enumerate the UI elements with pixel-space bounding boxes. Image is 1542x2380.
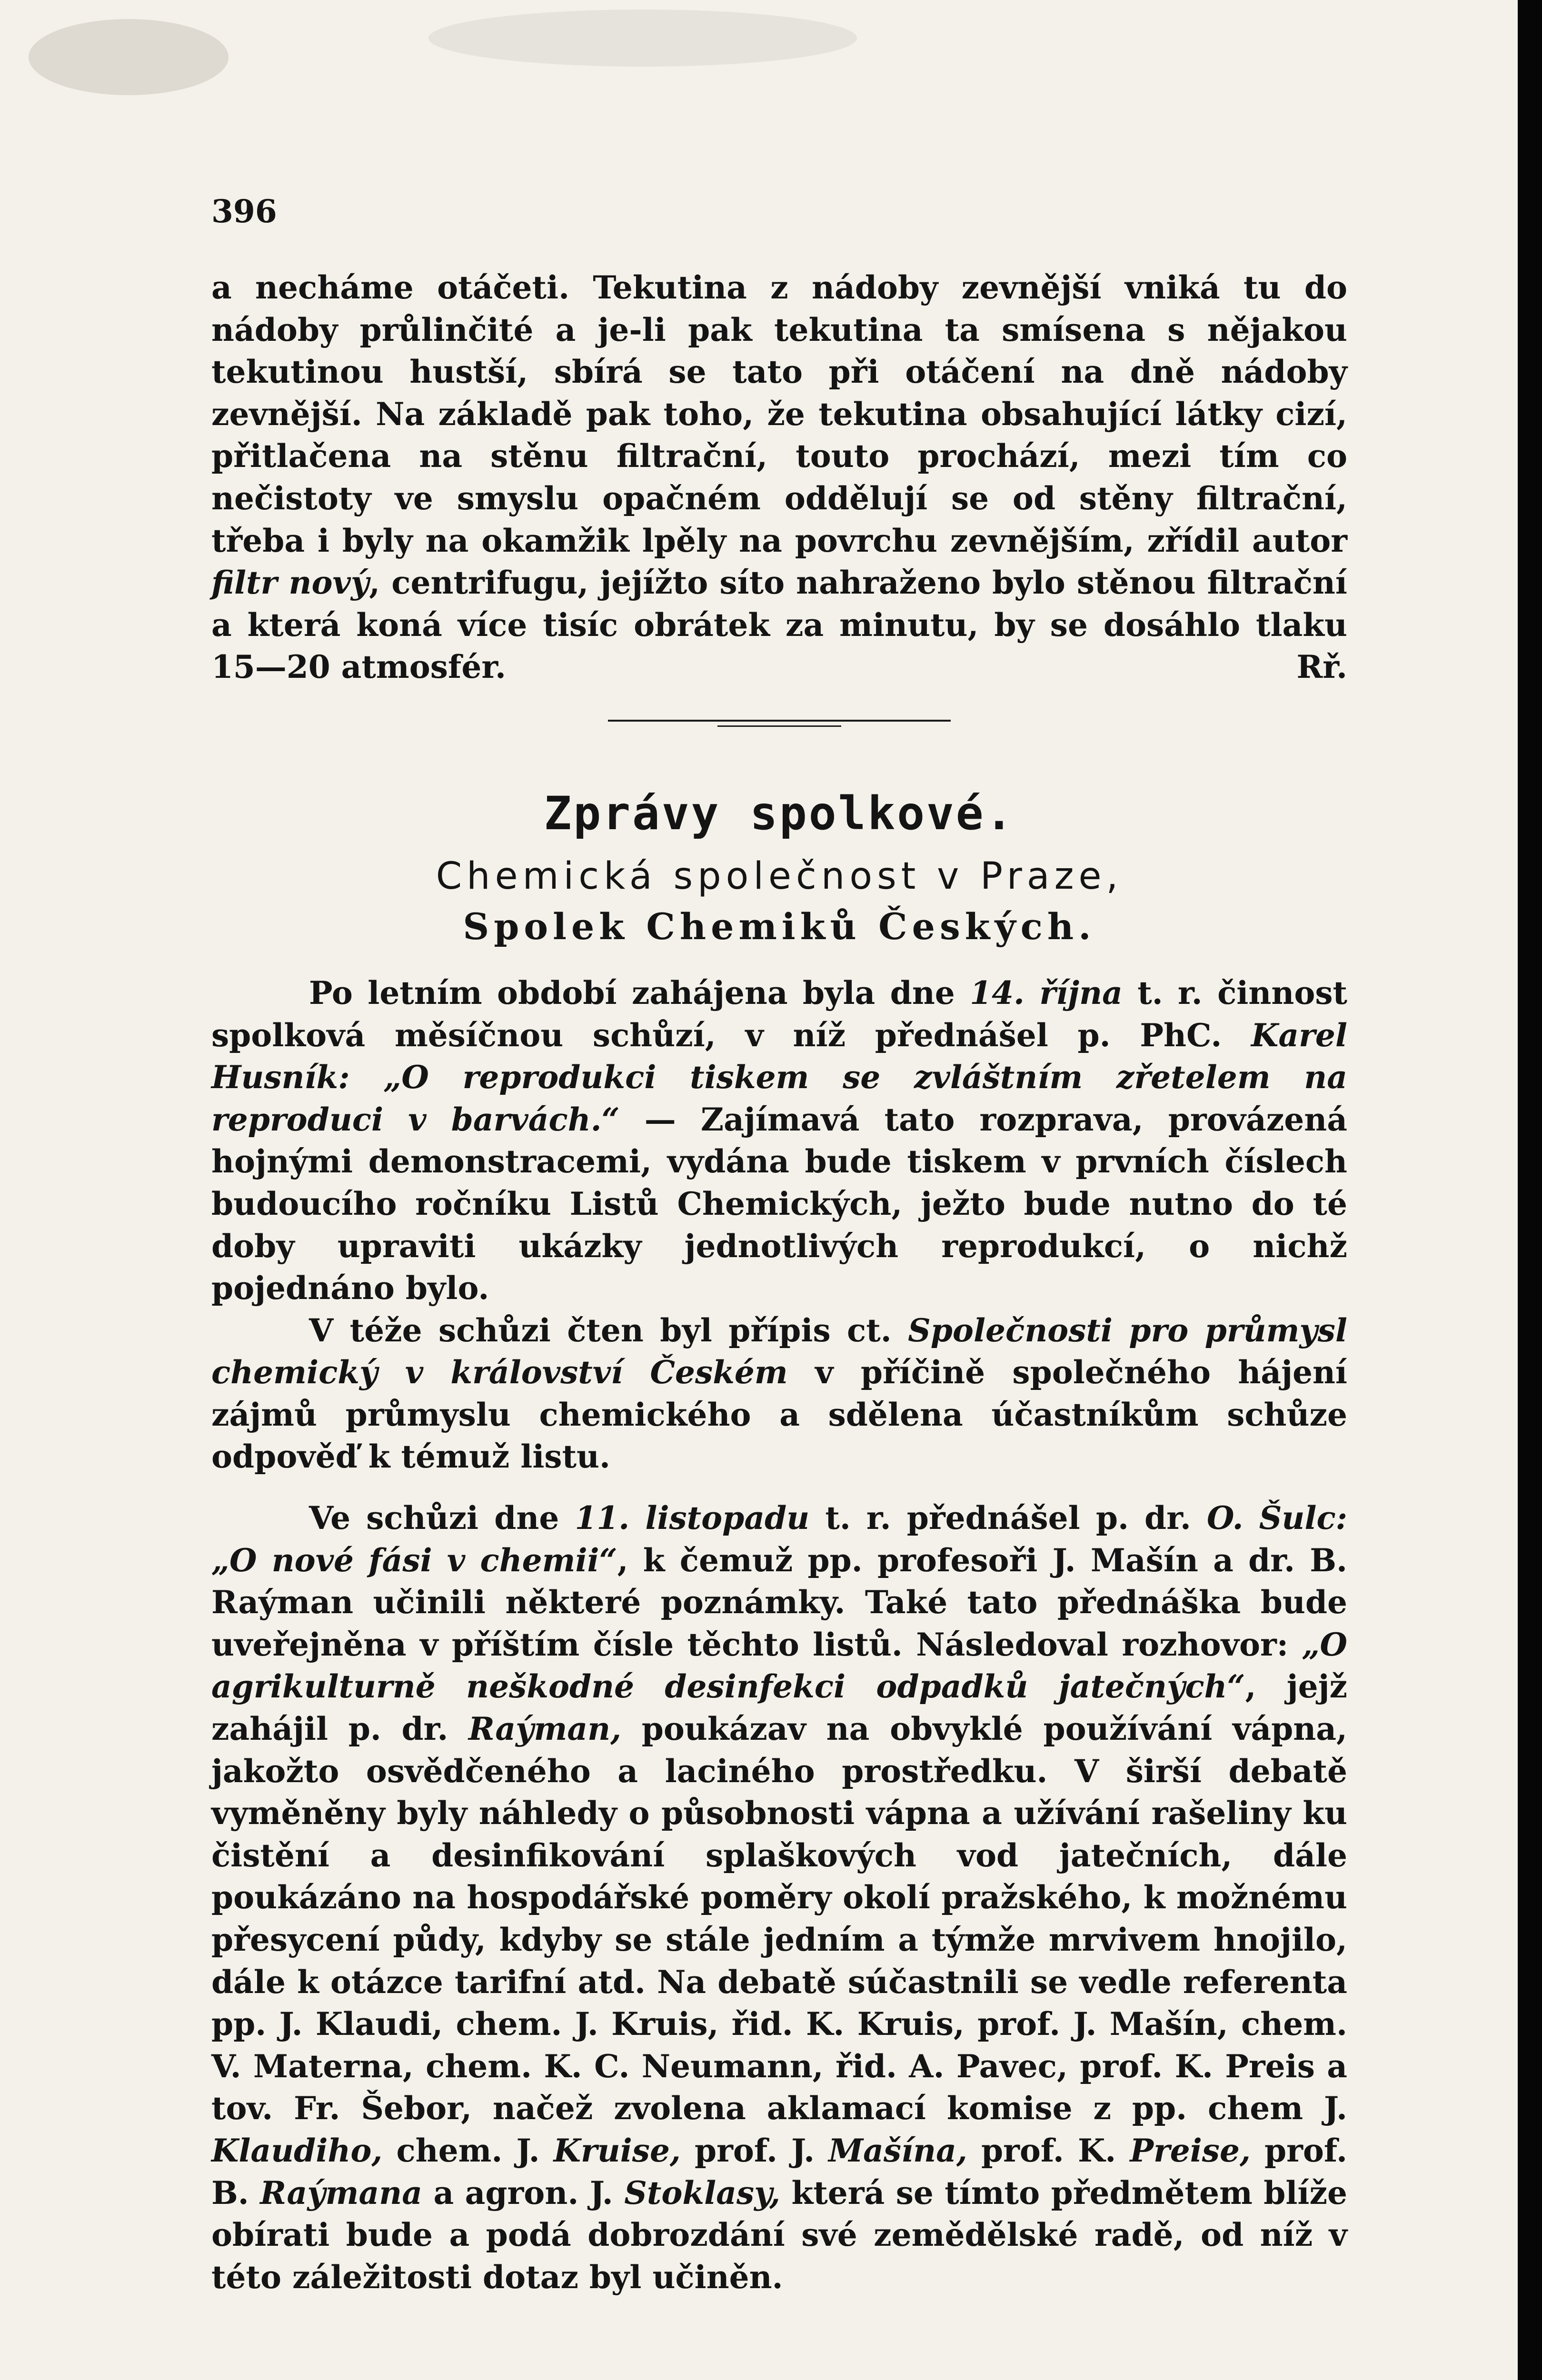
text-column [211,190,1347,2298]
author-signature: Rř. [1296,648,1347,686]
report-paragraph-2: V téže schůzi čten byl přípis ct. Společnosti pro průmysl chemický v království Českém v příčině společného hájení zájmů průmyslu chemického a sdělena účastníkům schůze odpověď k témuž listu. [211,1311,1347,1476]
section-divider [608,703,951,750]
intro-paragraph: a necháme otáčeti. Tekutina z nádoby zevnější vniká tu do nádoby průlinčité a je-li pak tekutina ta smísena s nějakou tekutinou hustší, sbírá se tato při otáčení na dně nádoby zevnější. Na základě pak toho, že tekutina obsahující látky cizí, přitlačena na stěnu filtrační, touto prochází, mezi tím co nečistoty ve smyslu opačném oddělují se od stěny filtrační, třeba i byly na okamžik lpěly na povrchu zevnějším, zřídil autor filtr nový, centrifugu, jejížto síto nahraženo bylo stěnou filtrační a která koná více tisíc obrátek za minutu, by se dosáhlo tlaku 15—20 atmosfér. Rř. [211,267,1347,688]
lecture-title: „O nové fási v chemii“ [211,1541,617,1579]
section-title: Zprávy spolkové. [544,786,1015,840]
report-paragraph-3: Ve schůzi dne 11. listopadu t. r. přednášel p. dr. O. Šulc: „O nové fási v chemii“, k čemuž pp. profesoři J. Mašín a dr. B. Raýman učinili některé poznámky. Také tato přednáška bude uveřejněna v příštím čísle těchto listů. Následoval rozhovor: „O agrikulturně neškodné desinfekci odpadků jatečných“, jejž zahájil p. dr. Raýman, poukázav na obvyklé používání vápna, jakožto osvědčeného a laciného prostředku. V širší debatě vyměněny byly náhledy o působnosti vápna a užívání rašeliny ku čistění a desinfikování splaškových vod jatečních, dále poukázáno na hospodářské poměry okolí pražského, k možnému přesycení půdy, kdyby se stále jedním a týmže mrvivem hnojilo, dále k otázce tarifní atd. Na debatě súčastnili se vedle referenta pp. J. Klaudi, chem. J. Kruis, řid. K. Kruis, prof. J. Mašín, chem. V. Materna, chem. K. C. Neumann, řid. A. Pavec, prof. K. Preis a tov. Fr. Šebor, načež zvolena aklamací komise z pp. chem J. Klaudiho, chem. J. Kruise, prof. J. Mašína, prof. K. Preise, prof. B. Raýmana a agron. J. Stoklasy, která se tímto předmětem blíže obírati bude a podá dobrozdání své zemědělské radě, od níž v této záležitosti dotaz byl učiněn. [211,1499,1348,2296]
speaker-name: O. Šulc: [1207,1499,1347,1537]
society-name: Chemická společnost v Praze, [436,854,1123,898]
organization-name: Společnosti pro průmysl chemický v království Českém [211,1311,1347,1391]
speaker-name: Karel Husník: [211,1016,1347,1096]
page-number: 396 [211,193,277,230]
scan-border [1518,0,1542,2380]
society-subtitle: Spolek Chemiků Českých. [463,905,1096,948]
scan-smudge [428,10,857,67]
scan-smudge [29,19,229,95]
lecture-title: „O reprodukci tiskem se zvláštním zřetelem na reproduci v barvách.“ [211,1059,1348,1138]
discussion-topic: „O agrikulturně neškodné desinfekci odpadků jatečných“ [211,1626,1347,1706]
report-paragraph-1: Po letním období zahájena byla dne 14. října t. r. činnost spolková měsíčnou schůzí, v níž přednášel p. PhC. Karel Husník: „O reprodukci tiskem se zvláštním zřetelem na reproduci v barvách.“ — Zajímavá tato rozprava, provázená hojnými demonstracemi, vydána bude tiskem v prvních číslech budoucího ročníku Listů Chemických, ježto bude nutno do té doby upraviti ukázky jednotlivých reprodukcí, o nichž pojednáno bylo. [211,974,1348,1307]
italic-term: filtr nový [211,564,369,602]
